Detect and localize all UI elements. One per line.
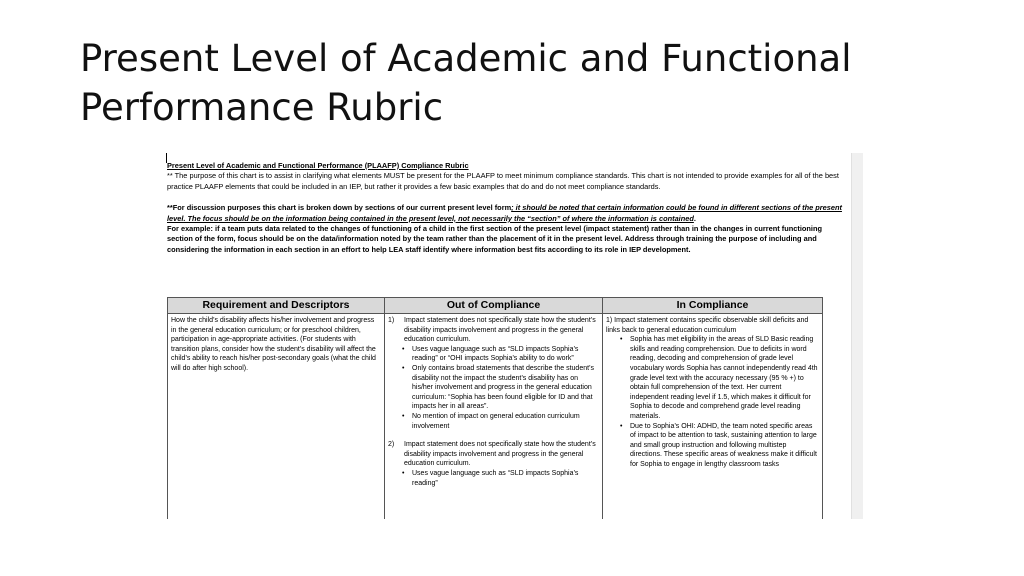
discussion-prefix: **For discussion purposes this chart is broken down by sections of our current present level form <box>167 203 512 213</box>
list-item: • Only contains broad statements that describe the student’s disability not the impact the student’s disability has on his/her involvement and progress in the general education curriculum: “Sophia has been found eligible for ID and that impacts her in all areas”. <box>412 364 599 412</box>
in-compliance-cell <box>603 314 823 520</box>
list-item: • Uses vague language such as “SLD impacts Sophia’s reading” or “OHI impacts Sophia’s ability to do work” <box>412 345 599 364</box>
purpose-paragraph: ** The purpose of this chart is to assist in clarifying what elements MUST be present for the PLAAFP to meet minimum compliance standards. This chart is not intended to provide examples for all of the best practice PLAAFP elements that could be included in an IEP, but rather it provides a few basic examples that do and do not meet compliance standards. <box>167 171 839 191</box>
list-item: • Uses vague language such as “SLD impacts Sophia’s reading” <box>412 469 599 488</box>
document-screenshot <box>165 153 863 519</box>
out-of-compliance-cell <box>385 314 603 520</box>
document-heading: Present Level of Academic and Functional Performance (PLAAFP) Compliance Rubric <box>167 161 469 170</box>
discussion-paragraph <box>167 203 847 224</box>
table-row <box>168 314 823 520</box>
discussion-end: . <box>693 213 696 223</box>
compliance-rubric-table <box>167 297 823 519</box>
example-paragraph: For example: if a team puts data related to the changes of functioning of a child in the first section of the present level (impact statement) rather than in the changes in current functioning section of the form, focus should be on the data/information noted by the team rather than the placement of it in the present level. Address through training the purpose of including and considering the information in each section in an effort to help LEA staff identify where information best fits according to its role in IEP development. <box>167 224 822 254</box>
slide-title-line-2: Performance Rubric <box>80 86 444 129</box>
requirement-text: How the child’s disability affects his/her involvement and progress in the general education curriculum; or for preschool children, participation in age-appropriate activities. (For students with transition plans, consider how the student’s disability will affect the child’s ability to reach his/her post-secondary goals (what the child will do after high school). <box>171 317 376 372</box>
requirement-cell <box>168 314 385 520</box>
out-item-1: 1) Impact statement does not specifically state how the student’s disability impacts involvement and progress in the general education curriculum. <box>388 317 596 344</box>
document-body <box>167 161 847 255</box>
list-item: • Sophia has met eligibility in the areas of SLD Basic reading skills and reading comprehension. Due to deficits in word reading, decoding and comprehension of grade level vocabulary words Sophia has cannot independently read 4th grade level text with the accuracy necessary (95 % +) to obtain full comprehension of the text. Her current independent reading level if 1.5, which makes it difficult for Sophia to decode and comprehend grade level reading materials. <box>630 335 819 421</box>
out-item-1-bullets <box>388 345 599 431</box>
header-in-compliance: In Compliance <box>603 298 823 314</box>
slide-title-line-1: Present Level of Academic and Functional <box>80 37 852 80</box>
out-item-2-bullets <box>388 469 599 488</box>
discussion-emphasis: ; it should be noted that certain information could be found in different sections of the present level. The focus should be on the information being contained in the present level, not necessarily the “section” of where the information is contained <box>167 203 842 223</box>
slide-title <box>80 34 980 132</box>
list-item: • No mention of impact on general education curriculum involvement <box>412 412 599 431</box>
table-header-row <box>168 298 823 314</box>
document-scrollbar <box>851 153 863 519</box>
in-item-1: 1) Impact statement contains specific observable skill deficits and links back to general education curriculum <box>606 317 809 334</box>
list-item: • Due to Sophia’s OHI: ADHD, the team noted specific areas of impact to be attention to task, sustaining attention to large and small group instruction and following multistep directions. These specific areas of weakness make it difficult for Sophia to engage in lengthy classroom tasks <box>630 422 819 470</box>
header-requirement: Requirement and Descriptors <box>168 298 385 314</box>
header-out-of-compliance: Out of Compliance <box>385 298 603 314</box>
in-item-1-bullets <box>606 335 819 469</box>
out-item-2: 2) Impact statement does not specifically state how the student’s disability impacts involvement and progress in the general education curriculum. <box>388 441 596 468</box>
